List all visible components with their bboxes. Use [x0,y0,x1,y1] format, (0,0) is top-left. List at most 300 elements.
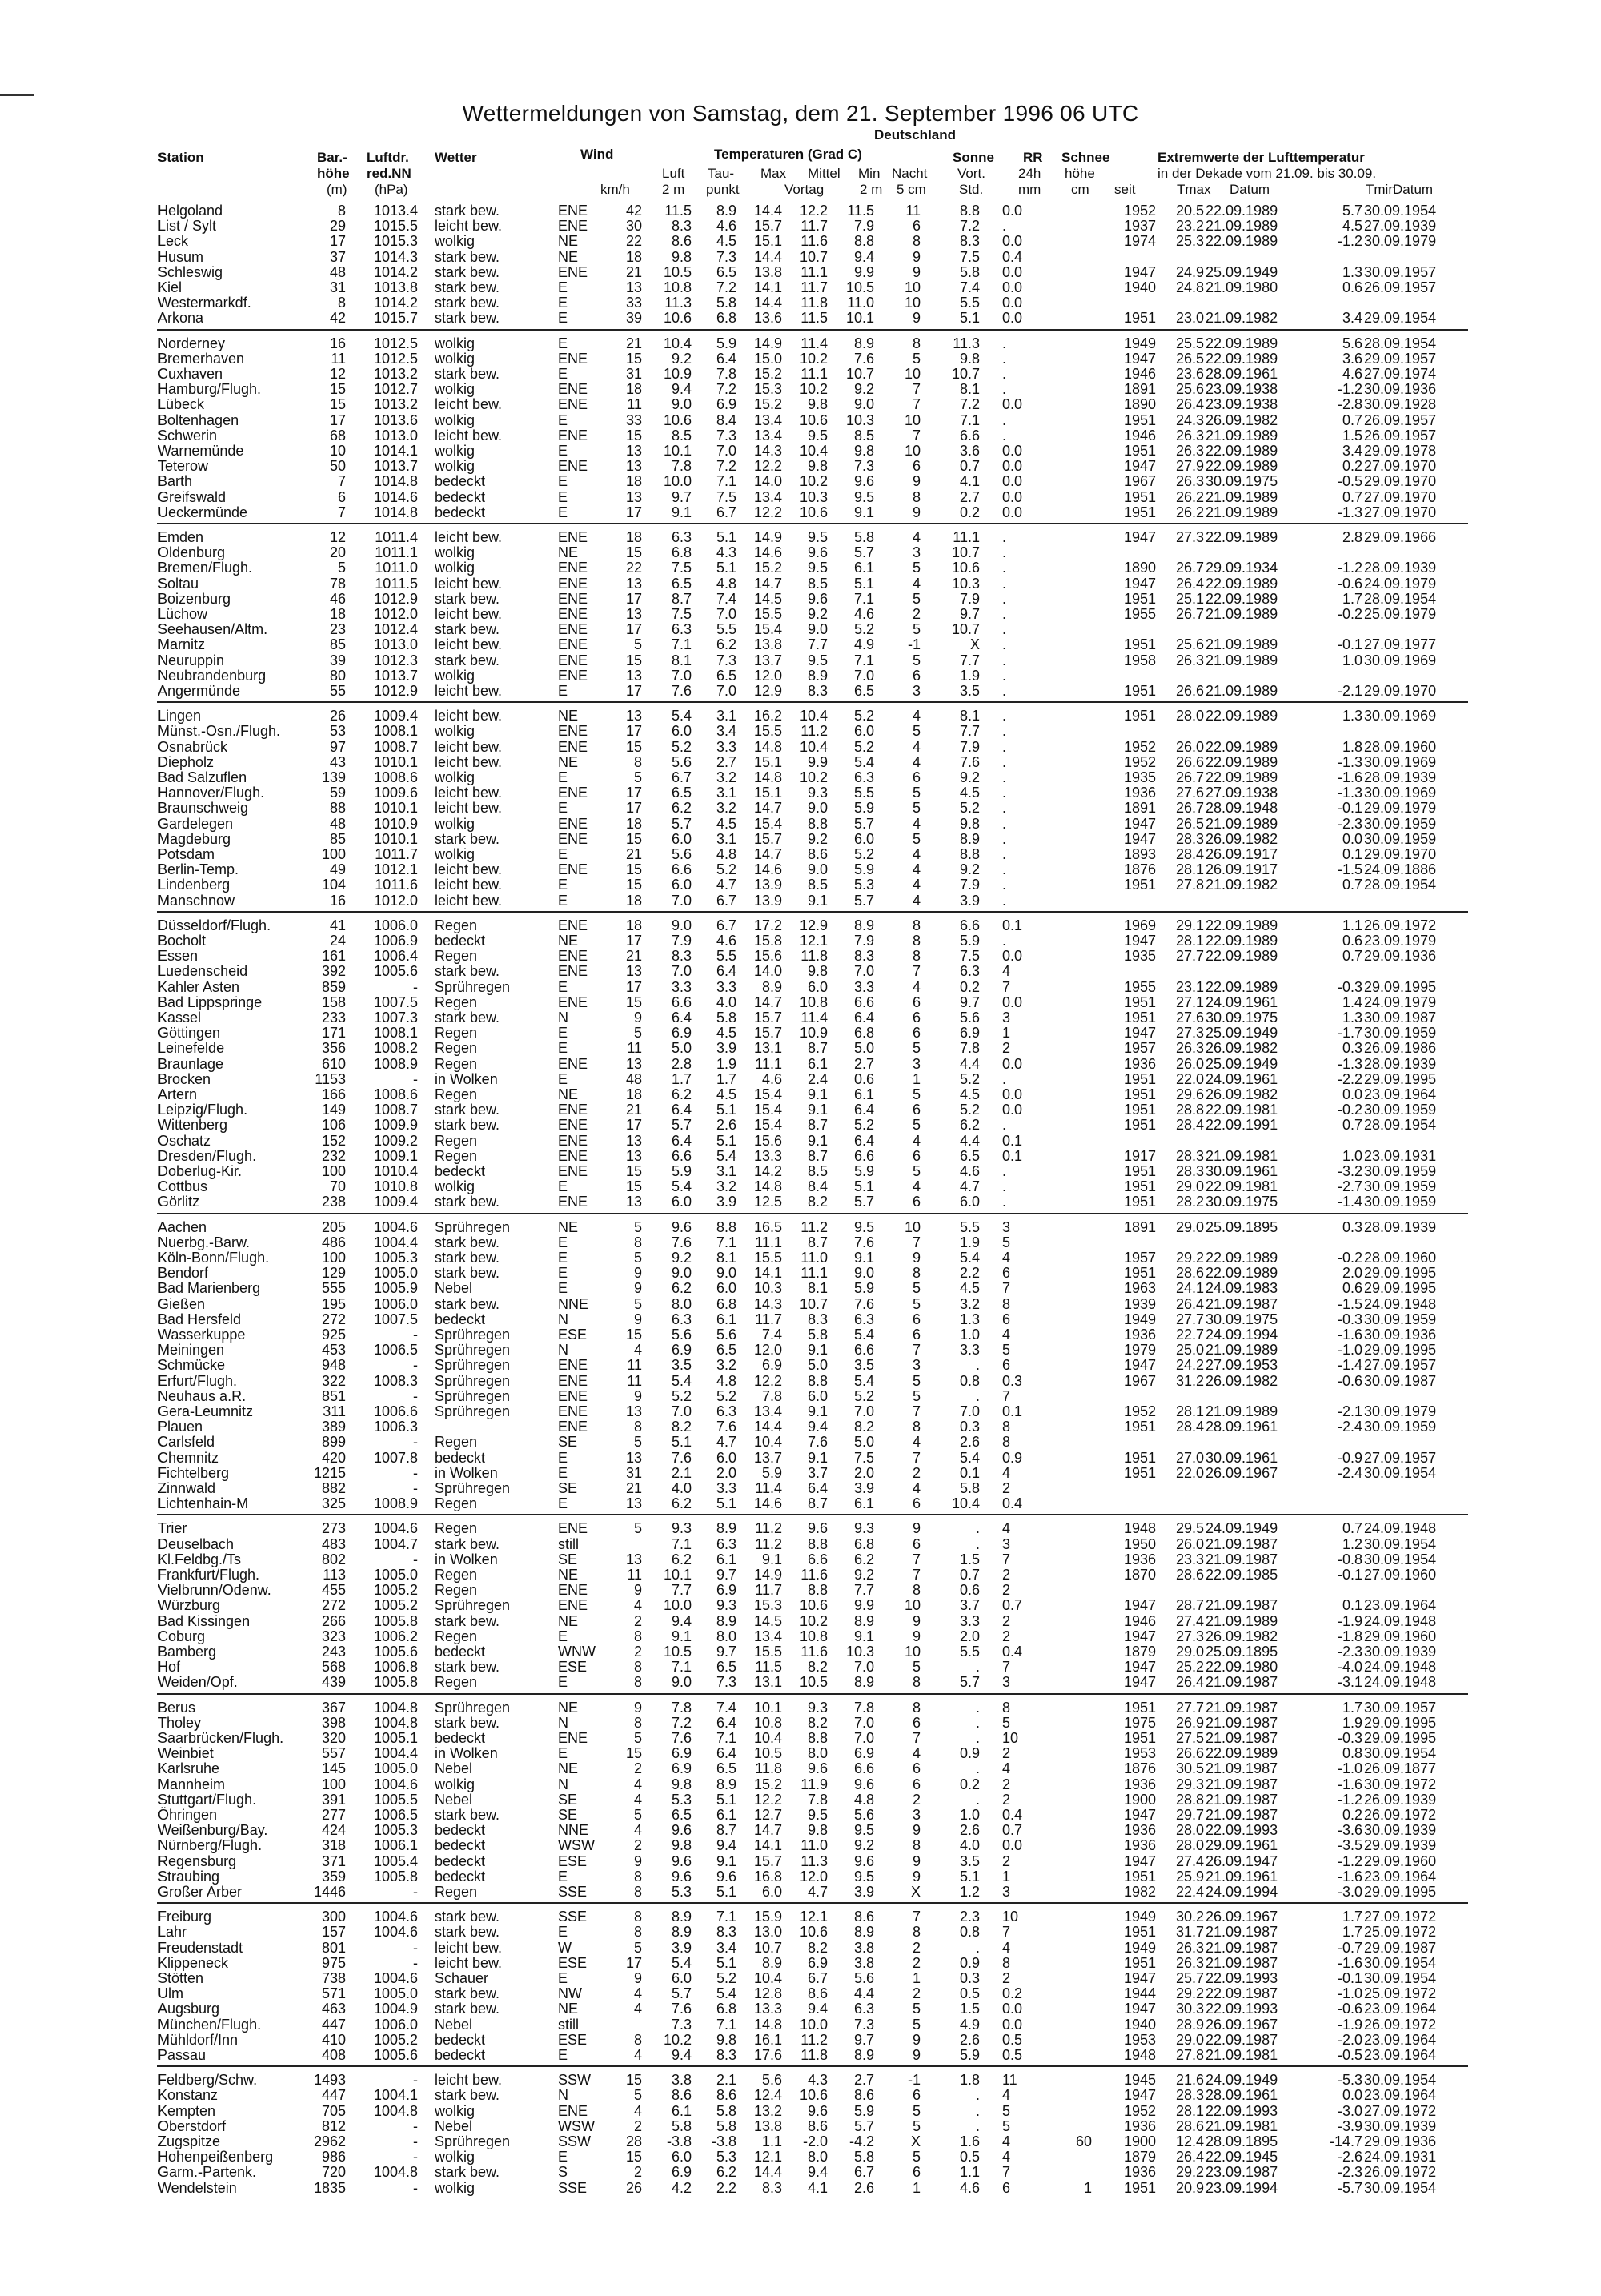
luftdruck-cell: 1004.6 [373,1776,418,1792]
wind-richtung-cell: E [558,295,568,311]
tmax-datum-cell: 26.09.1967 [1206,1464,1278,1481]
mittel-cell: 11.0 [800,1250,828,1266]
min-2m-cell: 6.2 [853,1551,874,1567]
sonne-cell: . [975,1387,980,1404]
sonne-cell: 5.4 [959,1250,980,1266]
luftdruck-cell: 1004.1 [373,2087,418,2104]
wind-richtung-cell: WSW [558,2117,595,2134]
min-2m-cell: 6.4 [853,1102,874,1118]
wind-speed-cell: 4 [633,1791,642,1808]
header-rr-2: 24h [1018,166,1041,181]
seit-cell: 1955 [1123,978,1156,995]
max-vortag-cell: 15.4 [753,1086,782,1102]
wetter-cell: leicht bew. [435,785,503,801]
bar-hoehe-cell: 157 [321,1924,346,1941]
min-2m-cell: 5.4 [853,1372,874,1389]
nacht-5cm-cell: 6 [912,667,921,684]
table-row [0,949,1601,964]
rr-24h-cell: 2 [1002,1040,1011,1057]
wetter-cell: wolkig [435,1776,475,1792]
header-wind-unit: km/h [600,182,630,197]
seit-cell: 1936 [1123,2117,1156,2134]
nacht-5cm-cell: 6 [912,1535,921,1552]
bar-hoehe-cell: 801 [321,1939,346,1956]
table-row [0,1838,1601,1853]
seit-cell: 1947 [1123,1597,1156,1614]
min-2m-cell: 6.4 [853,1132,874,1149]
seit-cell: 1951 [1123,1163,1156,1179]
seit-cell: 1936 [1123,1837,1156,1854]
tmin-cell: -0.1 [1337,800,1362,817]
seit-cell: 1979 [1123,1342,1156,1359]
max-vortag-cell: 13.7 [753,1449,782,1466]
nacht-5cm-cell: 5 [912,1659,921,1676]
min-2m-cell: 4.9 [853,636,874,653]
luftdruck-cell: 1009.4 [373,708,418,725]
tmax-datum-cell: 22.09.1989 [1206,458,1278,475]
tmax-datum-cell: 21.09.1989 [1206,1612,1278,1629]
rr-24h-cell: 0.0 [1002,396,1023,413]
seit-cell: 1947 [1123,815,1156,832]
tmax-cell: 28.6 [1175,2117,1204,2134]
sonne-cell: 4.4 [959,1055,980,1072]
table-row [0,1956,1601,1971]
mittel-cell: 3.7 [807,1464,828,1481]
station-name-cell: Großer Arber [158,1884,243,1900]
wind-speed-cell: 9 [633,1010,642,1026]
tmax-cell: 24.1 [1175,1280,1204,1297]
tmax-cell: 29.0 [1175,1178,1204,1195]
min-2m-cell: 11.5 [847,203,874,219]
bar-hoehe-cell: 53 [329,723,346,740]
wind-richtung-cell: SE [558,1551,578,1567]
sonne-cell: 3.6 [959,443,980,459]
table-row [0,1041,1601,1056]
wind-speed-cell: 11 [627,1040,642,1057]
tmax-datum-cell: 22.09.1987 [1206,1985,1278,2002]
nacht-5cm-cell: 10 [904,366,921,382]
nacht-5cm-cell: 8 [912,1265,921,1282]
bar-hoehe-cell: 447 [321,2087,346,2104]
wind-richtung-cell: NNE [558,1295,589,1312]
max-vortag-cell: 14.4 [753,203,782,219]
tmax-datum-cell: 26.09.1982 [1206,830,1278,847]
luft-temp-cell: 2.8 [671,1055,692,1072]
luftdruck-cell: 1008.6 [373,769,418,785]
wind-speed-cell: 15 [625,652,642,668]
header-min-1: Min [858,166,881,181]
luft-temp-cell: 5.6 [671,753,692,770]
sonne-cell: 2.6 [959,1822,980,1839]
wind-richtung-cell: E [558,1464,568,1481]
seit-cell: 1936 [1123,2164,1156,2181]
tmax-datum-cell: 24.09.1961 [1206,993,1278,1010]
min-2m-cell: 7.0 [853,1659,874,1676]
seit-cell: 1975 [1123,1714,1156,1731]
sonne-cell: 3.9 [959,892,980,909]
taupunkt-cell: 6.5 [716,667,736,684]
tmax-cell: 26.5 [1175,815,1204,832]
tmax-datum-cell: 21.09.1987 [1206,1924,1278,1941]
tmax-datum-cell: 21.09.1989 [1206,504,1278,520]
wetter-cell: bedeckt [435,1644,486,1660]
max-vortag-cell: 15.5 [753,1644,782,1660]
mittel-cell: 9.0 [807,621,828,638]
luft-temp-cell: 4.0 [671,1480,692,1496]
sonne-cell: 10.7 [951,366,980,382]
rr-24h-cell: 3 [1002,1674,1011,1691]
taupunkt-cell: 6.1 [716,1311,736,1327]
taupunkt-cell: 3.3 [716,738,736,755]
wetter-cell: wolkig [435,2179,475,2196]
wetter-cell: leicht bew. [435,800,503,817]
bar-hoehe-cell: 59 [329,785,346,801]
station-name-cell: Bendorf [158,1265,209,1282]
rr-24h-cell: 0.5 [1002,2031,1023,2048]
nacht-5cm-cell: 3 [912,1357,921,1374]
table-row [0,1941,1601,1956]
min-2m-cell: 8.9 [853,917,874,933]
rr-24h-cell: . [1002,846,1007,862]
luftdruck-cell: 1005.0 [373,1265,418,1282]
luftdruck-cell: 1012.3 [373,652,418,668]
seit-cell: 1947 [1123,830,1156,847]
min-2m-cell: 6.0 [853,723,874,740]
rr-24h-cell: . [1002,621,1007,638]
luft-temp-cell: 8.1 [671,652,692,668]
mittel-cell: 12.2 [799,203,828,219]
rr-24h-cell: 0.3 [1002,1372,1023,1389]
wind-richtung-cell: ENE [558,529,588,545]
luftdruck-cell: 1012.0 [373,892,418,909]
tmax-cell: 29.0 [1175,1218,1204,1235]
mittel-cell: 11.6 [800,1644,828,1660]
wetter-cell: Schauer [435,1970,489,1986]
taupunkt-cell: 3.1 [716,1163,736,1179]
station-name-cell: Seehausen/Altm. [158,621,268,638]
wetter-cell: leicht bew. [435,427,503,444]
bar-hoehe-cell: 243 [321,1644,346,1660]
wetter-cell: Nebel [435,1280,473,1297]
tmin-datum-cell: 28.09.1939 [1364,769,1437,785]
sonne-cell: 0.9 [959,1745,980,1762]
tmax-datum-cell: 21.09.1987 [1206,1954,1278,1971]
tmax-cell: 26.6 [1175,683,1204,699]
wind-richtung-cell: N [558,1342,568,1359]
tmin-cell: -1.2 [1337,560,1362,576]
min-2m-cell: 7.7 [853,1582,874,1599]
rr-24h-cell: 0.0 [1002,1086,1023,1102]
taupunkt-cell: 5.8 [716,2117,736,2134]
nacht-5cm-cell: 8 [912,1924,921,1941]
mittel-cell: 9.8 [807,396,828,413]
station-name-cell: Öhringen [158,1807,218,1823]
tmax-datum-cell: 29.09.1961 [1206,1837,1278,1854]
table-row [0,1614,1601,1629]
min-2m-cell: 8.6 [853,2087,874,2104]
min-2m-cell: 5.8 [853,2149,874,2166]
rr-24h-cell: 4 [1002,1520,1011,1537]
station-name-cell: Bremen/Flugh. [158,560,253,576]
luft-temp-cell: 9.1 [671,1628,692,1644]
wind-richtung-cell: ESE [558,1954,588,1971]
wetter-cell: in Wolken [435,1464,498,1481]
tmax-cell: 28.3 [1175,830,1204,847]
sonne-cell: 8.9 [959,830,980,847]
mittel-cell: 8.2 [807,1714,828,1731]
luftdruck-cell: 1004.4 [373,1234,418,1250]
wind-richtung-cell: NE [558,1567,579,1583]
taupunkt-cell: 6.4 [716,963,736,980]
station-name-cell: Diepholz [158,753,215,770]
luftdruck-cell: 1009.2 [373,1132,418,1149]
station-name-cell: Oschatz [158,1132,211,1149]
max-vortag-cell: 10.4 [753,1970,782,1986]
nacht-5cm-cell: 5 [912,1387,921,1404]
tmax-datum-cell: 26.09.1982 [1206,411,1278,428]
seit-cell: 1951 [1123,1924,1156,1941]
rr-24h-cell: 10 [1002,1730,1019,1746]
bar-hoehe-cell: 882 [321,1480,346,1496]
luftdruck-cell: 1006.6 [373,1403,418,1419]
sonne-cell: 7.6 [959,753,980,770]
taupunkt-cell: 5.9 [716,335,736,351]
luft-temp-cell: 5.4 [671,1372,692,1389]
table-row [0,1281,1601,1296]
tmin-datum-cell: 27.09.1974 [1364,366,1437,382]
taupunkt-cell: 2.0 [716,1464,736,1481]
sonne-cell: 9.8 [959,815,980,832]
luftdruck-cell: 1004.6 [373,1970,418,1986]
nacht-5cm-cell: 5 [912,621,921,638]
sonne-cell: 1.5 [959,2001,980,2017]
nacht-5cm-cell: 9 [912,1822,921,1839]
tmin-cell: 1.7 [1342,1699,1362,1716]
bar-hoehe-cell: 272 [321,1597,346,1614]
wind-speed-cell: 9 [633,1311,642,1327]
sonne-cell: . [975,1714,980,1731]
tmin-datum-cell: 30.09.1979 [1364,233,1437,250]
tmax-cell: 26.2 [1175,504,1204,520]
rr-24h-cell: 6 [1002,1265,1011,1282]
luftdruck-cell: 1010.1 [373,753,418,770]
tmin-cell: -2.8 [1337,396,1362,413]
tmin-datum-cell: 24.09.1948 [1364,1612,1437,1629]
table-row [0,265,1601,280]
mittel-cell: 8.0 [807,1745,828,1762]
rr-24h-cell: 0.0 [1002,2016,1023,2033]
luft-temp-cell: 6.2 [671,1086,692,1102]
luftdruck-cell: 1010.1 [373,800,418,817]
min-2m-cell: 9.6 [853,1852,874,1869]
tmax-datum-cell: 25.09.1949 [1206,263,1278,280]
wind-richtung-cell: E [558,335,568,351]
taupunkt-cell: 3.9 [716,1194,736,1210]
max-vortag-cell: 13.8 [753,636,782,653]
wetter-cell: leicht bew. [435,753,503,770]
station-name-cell: Lübeck [158,396,205,413]
rr-24h-cell: . [1002,381,1007,398]
luft-temp-cell: 9.7 [671,488,692,505]
tmin-datum-cell: 27.09.1972 [1364,1909,1437,1925]
tmin-cell: 0.7 [1342,488,1362,505]
luftdruck-cell: 1012.7 [373,381,418,398]
tmin-datum-cell: 30.09.1939 [1364,2117,1437,2134]
station-name-cell: Gießen [158,1295,206,1312]
station-name-cell: Leipzig/Flugh. [158,1102,248,1118]
sonne-cell: 2.6 [959,2031,980,2048]
tmax-datum-cell: 22.09.1989 [1206,1250,1278,1266]
sonne-cell: 10.6 [951,560,980,576]
max-vortag-cell: 10.1 [753,1699,782,1716]
luft-temp-cell: 3.8 [671,2072,692,2089]
header-dekade: in der Dekade vom 21.09. bis 30.09. [1158,166,1377,181]
tmax-cell: 28.1 [1175,1403,1204,1419]
max-vortag-cell: 12.2 [753,1791,782,1808]
nacht-5cm-cell: 8 [912,1419,921,1435]
mittel-cell: 8.1 [807,1280,828,1297]
table-row [0,1179,1601,1194]
taupunkt-cell: 5.3 [716,2149,736,2166]
tmax-datum-cell: 22.09.1981 [1206,1178,1278,1195]
taupunkt-cell: 7.1 [716,1234,736,1250]
min-2m-cell: 9.9 [853,263,874,280]
luftdruck-cell: 1008.2 [373,1040,418,1057]
tmax-cell: 27.1 [1175,993,1204,1010]
luftdruck-cell: 1013.7 [373,667,418,684]
min-2m-cell: 5.0 [853,1434,874,1451]
seit-cell: 1947 [1123,575,1156,592]
tmin-datum-cell: 30.09.1969 [1364,785,1437,801]
sonne-cell: 4.6 [959,2179,980,2196]
min-2m-cell: 5.7 [853,815,874,832]
tmin-datum-cell: 29.09.1995 [1364,978,1437,995]
table-row [0,1149,1601,1164]
tmin-datum-cell: 30.09.1972 [1364,1776,1437,1792]
tmin-datum-cell: 30.09.1959 [1364,830,1437,847]
taupunkt-cell: 6.2 [716,636,736,653]
wind-richtung-cell: E [558,1674,568,1691]
wind-speed-cell: 8 [633,2031,642,2048]
luftdruck-cell: 1004.4 [373,1745,418,1762]
taupunkt-cell: 7.1 [716,473,736,490]
station-name-cell: Bad Salzuflen [158,769,247,785]
rr-24h-cell: 0.0 [1002,504,1023,520]
max-vortag-cell: 13.9 [753,877,782,893]
wind-speed-cell: 4 [633,1342,642,1359]
rr-24h-cell: . [1002,529,1007,545]
table-row [0,1521,1601,1536]
header-bar-2: höhe [317,166,350,181]
bar-hoehe-cell: 100 [321,1776,346,1792]
tmax-cell: 22.4 [1175,1884,1204,1900]
tmax-datum-cell: 27.09.1953 [1206,1357,1278,1374]
min-2m-cell: 8.8 [853,233,874,250]
rr-24h-cell: 5 [1002,1234,1011,1250]
seit-cell: 1957 [1123,1250,1156,1266]
mittel-cell: 8.6 [807,1985,828,2002]
taupunkt-cell: 8.6 [716,2087,736,2104]
min-2m-cell: 6.6 [853,993,874,1010]
table-row [0,250,1601,265]
table-row [0,474,1601,489]
station-name-cell: Hannover/Flugh. [158,785,265,801]
tmax-cell: 30.5 [1175,1760,1204,1777]
luftdruck-cell: 1009.4 [373,1194,418,1210]
min-2m-cell: 10.3 [845,1644,874,1660]
nacht-5cm-cell: 6 [912,2164,921,2181]
wetter-cell: wolkig [435,458,475,475]
wind-richtung-cell: NE [558,1218,579,1235]
station-name-cell: Bad Marienberg [158,1280,261,1297]
luft-temp-cell: 7.6 [671,1449,692,1466]
luftdruck-cell: 1009.1 [373,1147,418,1164]
tmin-cell: -0.9 [1337,1449,1362,1466]
taupunkt-cell: 9.0 [716,1265,736,1282]
tmin-datum-cell: 29.09.1995 [1364,1280,1437,1297]
tmin-cell: -1.3 [1337,504,1362,520]
nacht-5cm-cell: 3 [912,544,921,561]
sonne-cell: . [975,2102,980,2119]
wetter-cell: bedeckt [435,1837,486,1854]
max-vortag-cell: 13.0 [753,1924,782,1941]
nacht-5cm-cell: 6 [912,218,921,235]
wind-richtung-cell: ENE [558,1132,588,1149]
luft-temp-cell: 6.0 [671,830,692,847]
min-2m-cell: 5.2 [853,621,874,638]
nacht-5cm-cell: 9 [912,1612,921,1629]
luft-temp-cell: 10.4 [663,335,692,351]
luft-temp-cell: 11.3 [664,295,692,311]
header-seit: seit [1114,182,1136,197]
tmin-cell: 0.0 [1342,830,1362,847]
tmax-datum-cell: 22.09.1989 [1206,203,1278,219]
mittel-cell: 8.8 [807,815,828,832]
wind-richtung-cell: E [558,1745,568,1762]
rr-24h-cell: 2 [1002,1582,1011,1599]
rr-24h-cell: 4 [1002,1464,1011,1481]
table-row [0,653,1601,668]
nacht-5cm-cell: 5 [912,1163,921,1179]
rr-24h-cell: 0.0 [1002,233,1023,250]
wetter-cell: Sprühregen [435,2133,511,2149]
min-2m-cell: 5.7 [853,1194,874,1210]
table-row [0,1808,1601,1823]
seit-cell: 1900 [1123,2133,1156,2149]
luftdruck-cell: 1011.5 [375,575,418,592]
tmax-datum-cell: 23.09.1987 [1206,2164,1278,2181]
station-name-cell: Cuxhaven [158,366,223,382]
wetter-cell: stark bew. [435,1714,500,1731]
station-name-cell: Ueckermünde [158,504,248,520]
tmin-datum-cell: 26.09.1877 [1364,1760,1437,1777]
taupunkt-cell: 3.2 [716,800,736,817]
bar-hoehe-cell: 41 [329,917,346,933]
rr-24h-cell: 8 [1002,1295,1011,1312]
bar-hoehe-cell: 555 [321,1280,346,1297]
mittel-cell: 8.9 [807,667,828,684]
nacht-5cm-cell: 7 [912,1730,921,1746]
nacht-5cm-cell: 1 [912,1070,921,1087]
rr-24h-cell: . [1002,667,1007,684]
table-row [0,505,1601,520]
luftdruck-cell: 1005.2 [373,1597,418,1614]
max-vortag-cell: 13.4 [753,411,782,428]
tmin-datum-cell: 25.09.1979 [1364,606,1437,622]
luft-temp-cell: 8.9 [671,1909,692,1925]
mittel-cell: 9.0 [807,861,828,878]
luft-temp-cell: 7.5 [671,560,692,576]
